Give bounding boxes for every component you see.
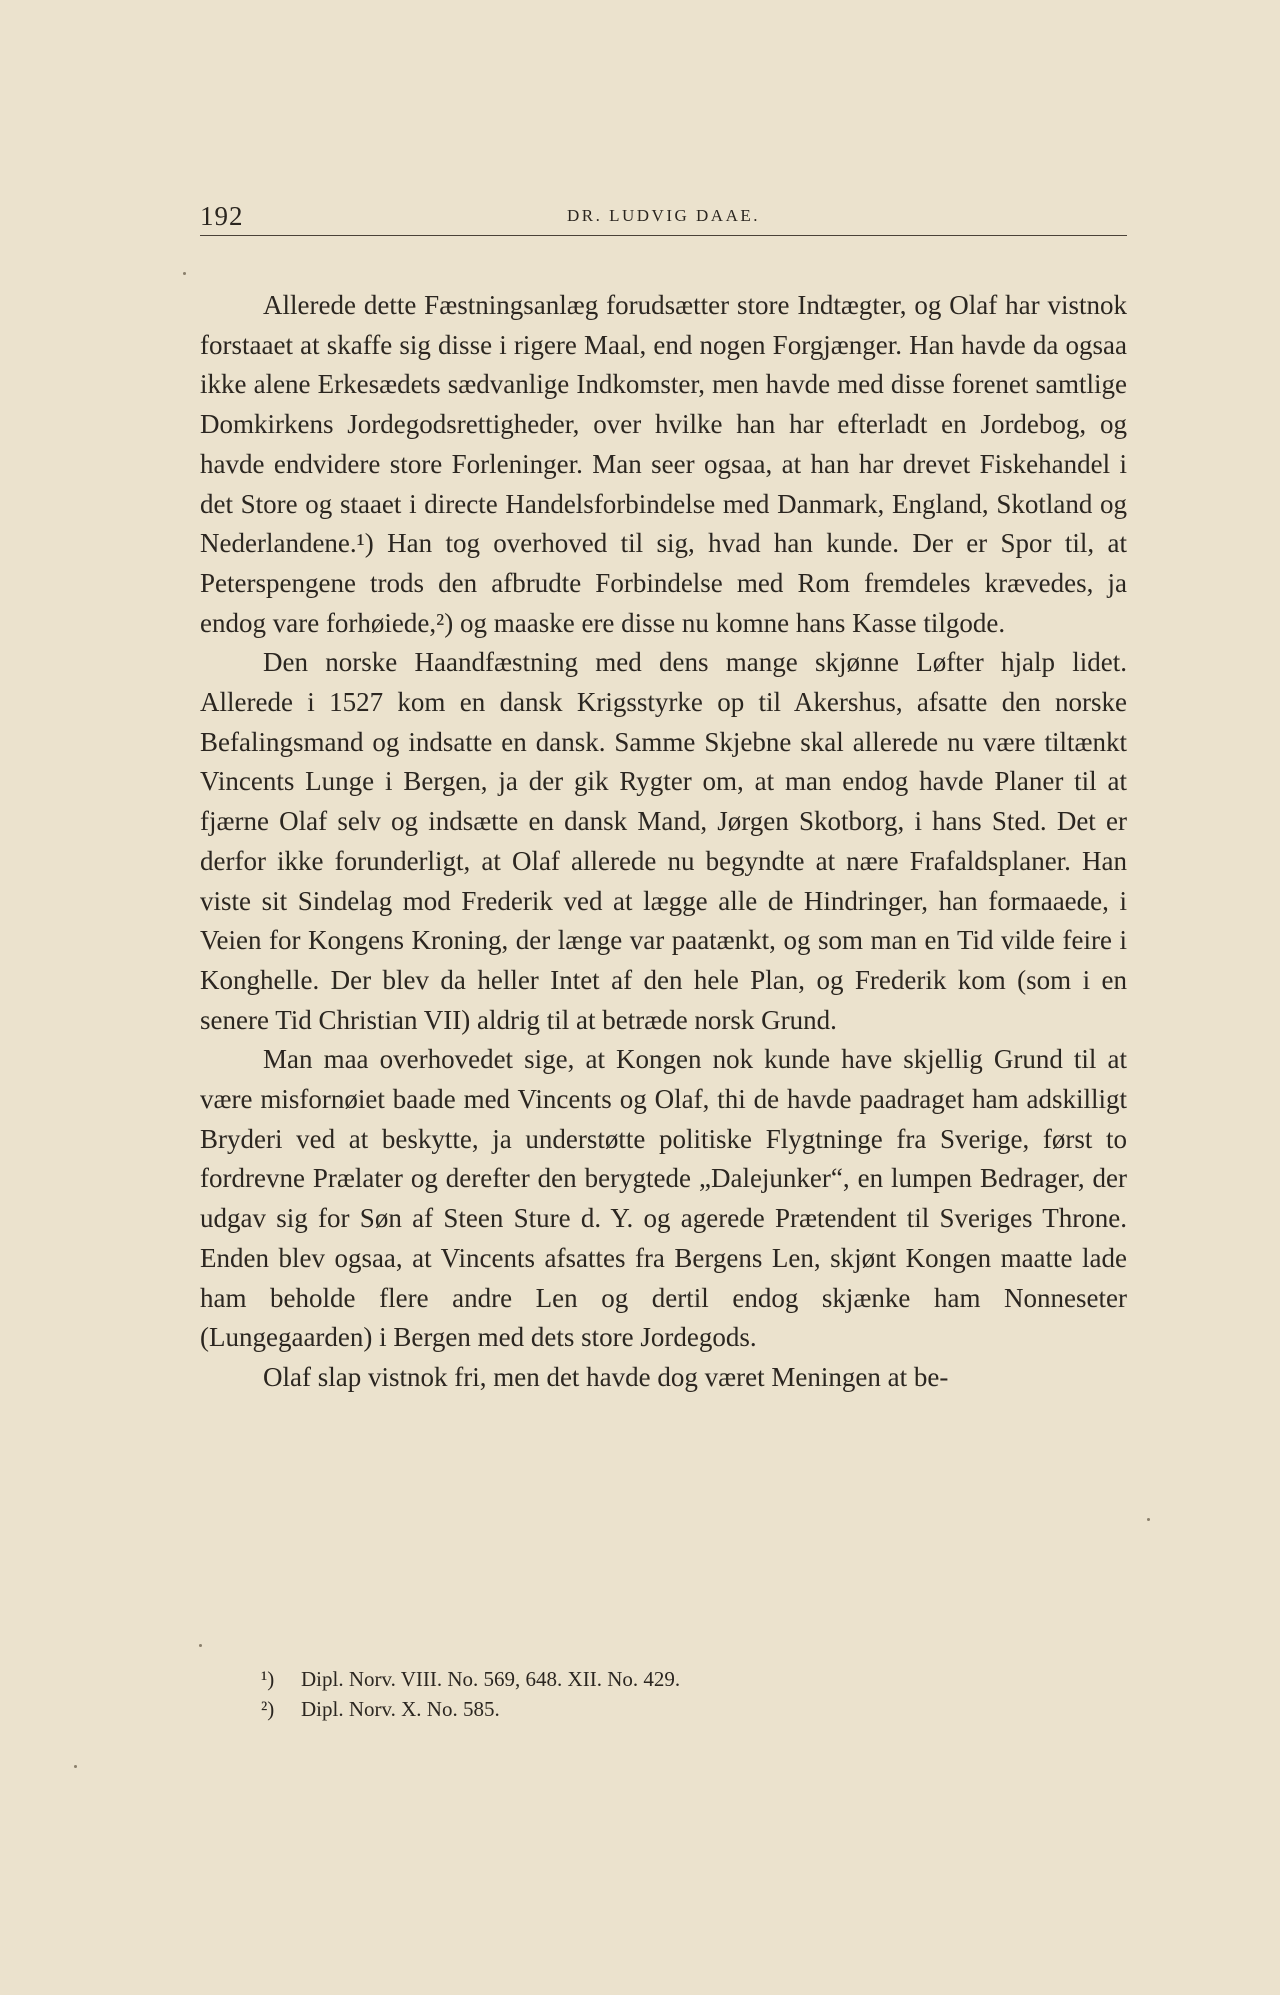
paper-speck xyxy=(74,1765,77,1768)
paragraph: Olaf slap vistnok fri, men det havde dog været Meningen at be- xyxy=(263,1361,949,1392)
paragraph: Den norske Haandfæstning med dens mange skjønne Løfter hjalp lidet. Allerede i 1527 kom en dansk Krigsstyrke op til Akershus, afsatte den norske Befalingsmand og indsatte en dansk. Samme Skjebne skal allerede nu være tiltænkt Vincents Lunge i Bergen, ja der gik Rygter om, at man endog havde Planer til at fjærne Olaf selv og indsætte en dansk Mand, Jørgen Skotborg, i hans Sted. Det er derfor ikke forunderligt, at Olaf allerede nu begyndte at nære Frafaldsplaner. Han viste sit Sindelag mod Frederik ved at lægge alle de Hindringer, han formaaede, i Veien for Kongens Kroning, der længe var paatænkt, og som man en Tid vilde feire i Konghelle. Der blev da heller Intet af den hele Plan, og Frederik kom (som i en senere Tid Christian VII) aldrig til at betræde norsk Grund. xyxy=(200,647,1127,1035)
footnote-mark: ¹) xyxy=(261,1667,275,1691)
paper-speck xyxy=(1147,1518,1150,1521)
paper-speck xyxy=(183,272,186,275)
footnotes xyxy=(261,1664,961,1724)
footnote xyxy=(261,1664,961,1694)
footnote-mark: ²) xyxy=(261,1697,275,1721)
header-rule xyxy=(200,235,1127,236)
paragraph: Allerede dette Fæstningsanlæg forudsætter store Indtægter, og Olaf har vistnok forstaaet at skaffe sig disse i rigere Maal, end nogen Forgjænger. Han havde da ogsaa ikke alene Erkesædets sædvanlige Indkomster, men havde med disse forenet samtlige Domkirkens Jordegodsrettigheder, over hvilke han har efterladt en Jordebog, og havde endvidere store Forleninger. Man seer ogsaa, at han har drevet Fiskehandel i det Store og staaet i directe Handelsforbindelse med Danmark, England, Skotland og Nederlandene.¹) Han tog overhoved til sig, hvad han kunde. Der er Spor til, at Peterspengene trods den afbrudte Forbindelse med Rom fremdeles krævedes, ja endog vare forhøiede,²) og maaske ere disse nu komne hans Kasse tilgode. xyxy=(200,290,1127,638)
paragraph: Man maa overhovedet sige, at Kongen nok kunde have skjellig Grund til at være misfornøiet baade med Vincents og Olaf, thi de havde paadraget ham adskilligt Bryderi ved at beskytte, ja understøtte politiske Flygtninge fra Sverige, først to fordrevne Prælater og derefter den berygtede „Dalejunker“, en lumpen Bedrager, der udgav sig for Søn af Steen Sture d. Y. og agerede Prætendent til Sveriges Throne. Enden blev ogsaa, at Vincents afsattes fra Bergens Len, skjønt Kongen maatte lade ham beholde flere andre Len og dertil endog skjænke ham Nonneseter (Lungegaarden) i Bergen med dets store Jordegods. xyxy=(200,1044,1127,1353)
footnote-text: Dipl. Norv. X. No. 585. xyxy=(301,1697,500,1721)
running-title: DR. LUDVIG DAAE. xyxy=(567,206,760,225)
page-header xyxy=(200,198,1127,234)
paper-speck xyxy=(199,1644,202,1647)
body-text xyxy=(200,286,1127,1398)
footnote xyxy=(261,1694,961,1724)
footnote-text: Dipl. Norv. VIII. No. 569, 648. XII. No. 429. xyxy=(301,1667,681,1691)
page-number: 192 xyxy=(200,201,244,231)
